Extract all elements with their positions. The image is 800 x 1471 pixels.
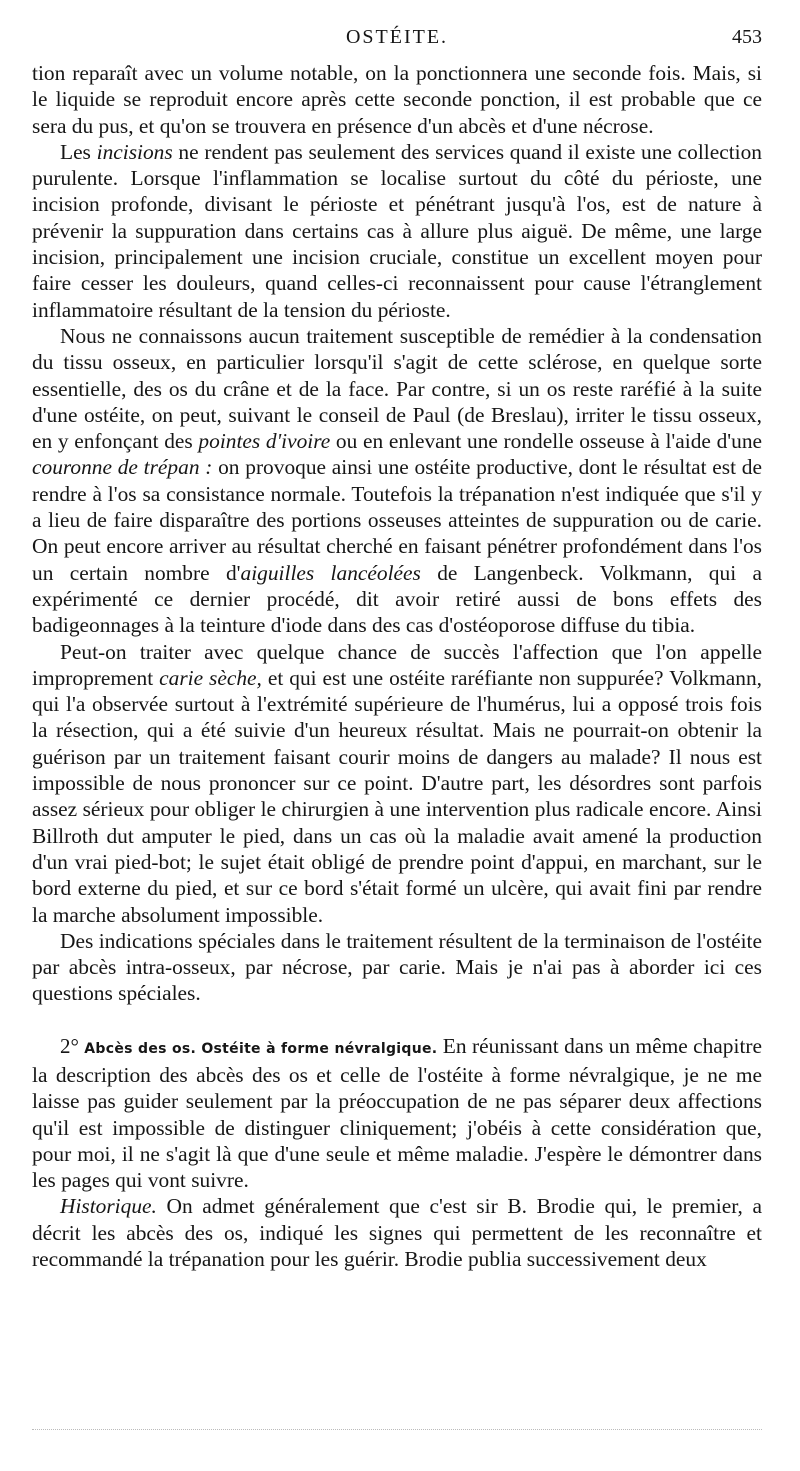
- italic-subheading: Historique.: [60, 1194, 157, 1219]
- paragraph-carie-seche: Peut-on traiter avec quelque chance de succès l'affection que l'on appelle improprement carie sèche, et qui est une ostéite raréfiante non suppurée? Volkmann, qui l'a observée surtout à l'extrémité supérieure de l'humérus, lui a opposé trois fois la résection, qui a été suivie d'un heureux résultat. Mais ne pourrait-on obtenir la guérison par un traitement faisant courir moins de dangers au malade? Il nous est impossible de nous prononcer sur ce point. D'autre part, les désordres sont parfois assez sérieux pour obliger le chirurgien à une intervention plus radicale encore. Ainsi Billroth dut amputer le pied, dans un cas où la maladie avait amené la production d'un vrai pied-bot; le sujet était obligé de prendre point d'appui, en marchant, sur le bord externe du pied, et sur ce bord s'était formé un ulcère, qui avait fini par rendre la marche absolument impossible.: [32, 639, 762, 927]
- italic-term: pointes d'ivoire: [198, 429, 331, 454]
- paragraph-indications: Des indications spéciales dans le traitement résultent de la terminaison de l'ostéite par abcès intra-osseux, par nécrose, par carie. Mais je n'ai pas à aborder ici ces questions spéciales.: [32, 928, 762, 1006]
- paragraph-incisions: Les incisions ne rendent pas seulement des services quand il existe une collection purulente. Lorsque l'inflammation se localise surtout du côté du périoste, une incision profonde, divisant le périoste et pénétrant jusqu'à l'os, est de nature à prévenir la suppuration dans certains cas à allure plus aiguë. De même, une large incision, principalement une incision cruciale, constitue un excellent moyen pour faire cesser les douleurs, quand celles-ci reconnaissent pour cause l'étranglement inflammatoire résultant de la tension du périoste.: [32, 139, 763, 322]
- bottom-rule: [32, 1429, 762, 1430]
- section-number: 2°: [60, 1033, 79, 1058]
- italic-term: incisions: [96, 139, 173, 164]
- italic-term: aiguilles lancéolées: [240, 560, 421, 585]
- page-body: [32, 60, 762, 1272]
- italic-term: couronne de trépan :: [32, 455, 213, 480]
- page-number: 453: [732, 26, 762, 48]
- paragraph-condensation: Nous ne connaissons aucun traitement susceptible de remédier à la condensation du tissu osseux, en particulier lorsqu'il s'agit de cette sclérose, en quelque sorte essentielle, des os du crâne et de la face. Par contre, si un os reste raréfié à la suite d'une ostéite, on peut, suivant le conseil de Paul (de Breslau), irriter le tissu osseux, en y enfonçant des pointes d'ivoire ou en enlevant une rondelle osseuse à l'aide d'une couronne de trépan : on provoque ainsi une ostéite productive, dont le résultat est de rendre à l'os sa consistance normale. Toutefois la trépanation n'est indiquée que s'il y a lieu de faire disparaître des portions osseuses atteintes de suppuration ou de carie. On peut encore arriver au résultat cherché en faisant pénétrer profondément dans l'os un certain nombre d'aiguilles lancéolées de Langenbeck. Volkmann, qui a expérimenté ce dernier procédé, dit avoir retiré aussi de bons effets des badigeonnages à la teinture d'iode dans des cas d'ostéoporose diffuse du tibia.: [32, 323, 763, 638]
- paragraph-historique: Historique. On admet généralement que c'est sir B. Brodie qui, le premier, a décrit les abcès des os, indiqué les signes qui permettent de les reconnaître et recommandé la trépanation pour les guérir. Brodie publia successivement deux: [32, 1194, 762, 1272]
- italic-term: carie sèche,: [159, 665, 262, 690]
- section-abces-des-os: 2° Abcès des os. Ostéite à forme névralgique. En réunissant dans un même chapitre la description des abcès des os et celle de l'ostéite à forme névralgique, je ne me laisse pas guider seulement par la préoccupation de ne pas séparer deux affections qu'il est impossible de distinguer cliniquement; j'obéis à cette considération que, pour moi, il ne s'agit là que d'une seule et même maladie. J'espère le démontrer dans les pages qui vont suivre.: [32, 1033, 763, 1193]
- section-heading: Abcès des os. Ostéite à forme névralgique.: [84, 1040, 438, 1057]
- running-header: [32, 26, 762, 58]
- running-title: OSTÉITE.: [345, 26, 449, 48]
- paragraph-continuation: tion reparaît avec un volume notable, on la ponctionnera une seconde fois. Mais, si le liquide se reproduit encore après cette seconde ponction, il est probable que ce sera du pus, et qu'on se trouvera en présence d'un abcès et d'une nécrose.: [32, 61, 762, 138]
